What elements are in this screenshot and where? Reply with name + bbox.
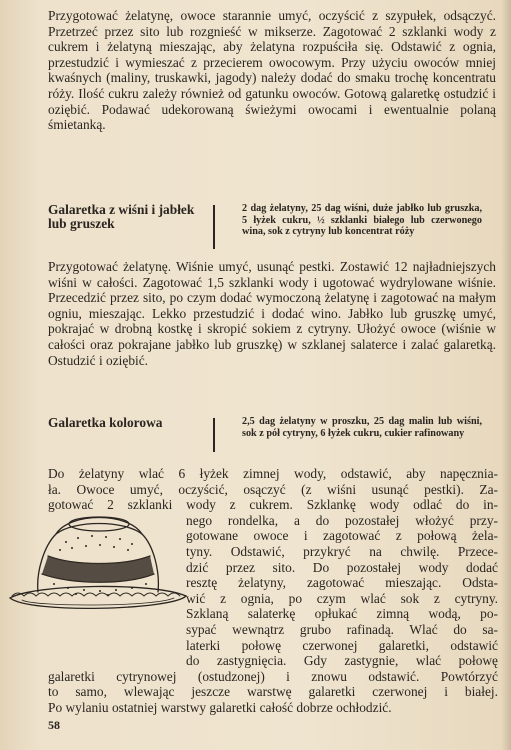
method-line: wić z ognia, po czym wlać sok z cytryny. (186, 590, 498, 606)
method-line: ła. Owoce umyć, oczyścić, osączyć (z wiśni usunąć pestki). Za- (48, 481, 498, 497)
method-line: Po wylaniu ostatniej warstwy galaretki całość dobrze ochłodzić. (48, 699, 392, 715)
method-line: nego rondelka, a do pozostałej włożyć przy- (186, 512, 498, 528)
recipe-method-wisnie-jablka: Przygotować żelatynę. Wiśnie umyć, usunąć pestki. Zostawić 12 najładniejszych wiśni w całości. Zagotować 1,5 szklanki wody i ugotować wydrylowane wiśnie. Przecedzić przez sito, po czym dodać wymoczoną żelatynę i zagotować na małym ogniu, mieszając. Lekko przestudzić i dodać wino. Jabłko lub gruszkę umyć, pokrajać w drobną kostkę i skropić sokiem z cytryny. Ułożyć owoce (wiśnie w całości oraz pokrajane jabłko lub gruszkę) w szklanej salaterce i zalać galaretką. Ostudzić i oziębić. (48, 259, 496, 368)
method-line: Szklaną salaterkę opłukać zimną wodą, po- (186, 606, 498, 622)
method-line: laterki połowę czerwonej galaretki, odstawić (186, 637, 498, 653)
page-edge-shadow (501, 0, 511, 750)
method-line: dzić przez sito. Do pozostałej wody dodać (186, 559, 498, 575)
jelly-mould-illustration (4, 506, 190, 622)
method-line: galaretki cytrynowej (ostudzonej) i znowu odstawić. Powtórzyć (48, 668, 498, 684)
recipe-ingredients-wisnie-jablka: 2 dag żelatyny, 25 dag wiśni, duże jabłko lub gruszka, 5 łyżek cukru, ½ szklanki białego lub czerwonego wina, sok z cytryny lub koncentrat róży (242, 203, 482, 238)
recipe-title-wisnie-jablka: Galaretka z wiśni i jabłek lub gruszek (48, 202, 195, 231)
method-line: to samo, wlewając jeszcze warstwę galaretki czerwonej i białej. (48, 684, 498, 700)
page-number: 58 (48, 718, 60, 732)
method-line: sypać wewnątrz grubo rafinadą. Wlać do sa- (186, 621, 498, 637)
ingredients-divider (213, 205, 215, 249)
method-line: resztę żelatyny, zagotować mieszając. Odsta- (186, 575, 498, 591)
recipe-ingredients-kolorowa: 2,5 dag żelatyny w proszku, 25 dag malin lub wiśni, sok z pół cytryny, 6 łyżek cukru, cukier rafinowany (242, 416, 482, 439)
intro-paragraph: Przygotować żelatynę, owoce starannie umyć, oczyścić z szypułek, odsączyć. Przetrzeć przez sito lub rozgnieść w mikserze. Zagotować 2 szklanki wody z cukrem i żelatyną mieszając, aby żelatyna rozpuściła się. Odstawić z ognia, przestudzić i wymieszać z przecierem owocowym. Przy użyciu owoców mniej kwaśnych (maliny, truskawki, jagody) należy dodać do smaku trochę koncentratu róży. Ilość cukru zależy również od gatunku owoców. Gotową galaretkę ostudzić i oziębić. Podawać udekorowaną świeżymi owocami i ewentualnie polaną śmietanką. (48, 8, 496, 133)
method-line: gotowane owoce i zagotować z połową żela- (186, 528, 498, 544)
ingredients-divider (213, 418, 215, 452)
method-line: do zastygnięcia. Gdy zastygnie, wlać połowę (186, 653, 498, 669)
method-line: Do żelatyny wlać 6 łyżek zimnej wody, odstawić, aby napęcznia- (48, 466, 498, 481)
recipe-title-kolorowa: Galaretka kolorowa (48, 415, 163, 430)
method-line: gotować 2 szklanki wody z cukrem. Szklankę wody odlać do in- (48, 497, 498, 513)
method-line: tyny. Odstawić, przykryć na chwilę. Przece- (186, 543, 498, 559)
